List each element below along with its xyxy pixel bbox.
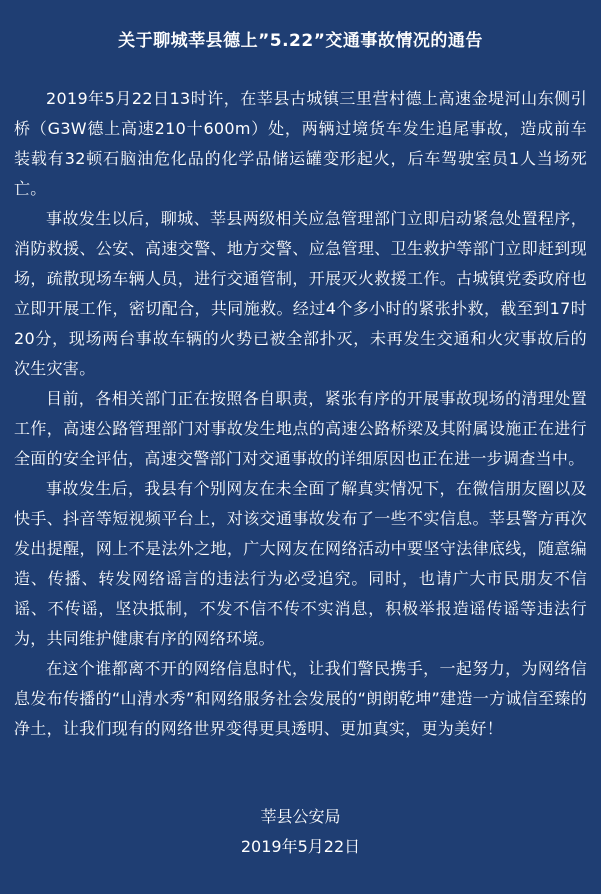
paragraph-rumor-warning: 事故发生后，我县有个别网友在未全面了解真实情况下，在微信朋友圈以及快手、抖音等短视频平台上，对该交通事故发布了一些不实信息。莘县警方再次发出提醒，网上不是法外之地，广大网友在网络活动中要坚守法律底线，随意编造、传播、转发网络谣言的违法行为必受追究。同时，也请广大市民朋友不信谣、不传谣，坚决抵制，不发不信不传不实消息，积极举报造谣传谣等违法行为，共同维护健康有序的网络环境。: [14, 479, 587, 648]
paragraph-current-status: 目前，各相关部门正在按照各自职责，紧张有序的开展事故现场的清理处置工作，高速公路管理部门对事故发生地点的高速公路桥梁及其附属设施正在进行全面的安全评估，高速交警部门对交通事故的详细原因也正在进一步调查当中。: [14, 389, 587, 468]
notice-title: 关于聊城莘县德上”5.22”交通事故情况的通告: [118, 31, 483, 51]
paragraph-accident-details: 2019年5月22日13时许，在莘县古城镇三里营村德上高速金堤河山东侧引桥（G3W德上高速210十600m）处，两辆过境货车发生追尾事故，造成前车装载有32顿石脑油危化品的化学品储运罐变形起火，后车驾驶室员1人当场死亡。: [14, 89, 587, 198]
signature-block: [14, 802, 587, 862]
issuer-name: 莘县公安局: [260, 807, 341, 826]
paragraph-appeal: 在这个谁都离不开的网络信息时代，让我们警民携手，一起努力，为网络信息发布传播的“山清水秀”和网络服务社会发展的“朗朗乾坤”建造一方诚信至臻的净土，让我们现有的网络世界变得更具透明、更加真实，更为美好！: [14, 659, 587, 738]
issue-date: 2019年5月22日: [240, 837, 361, 856]
paragraph-emergency-response: 事故发生以后，聊城、莘县两级相关应急管理部门立即启动紧急处置程序，消防救援、公安、高速交警、地方交警、应急管理、卫生救护等部门立即赶到现场，疏散现场车辆人员，进行交通管制，开展灭火救援工作。古城镇党委政府也立即开展工作，密切配合，共同施救。经过4个多小时的紧张扑救，截至到17时20分，现场两台事故车辆的火势已被全部扑灭，未再发生交通和火灾事故后的次生灾害。: [14, 209, 587, 378]
